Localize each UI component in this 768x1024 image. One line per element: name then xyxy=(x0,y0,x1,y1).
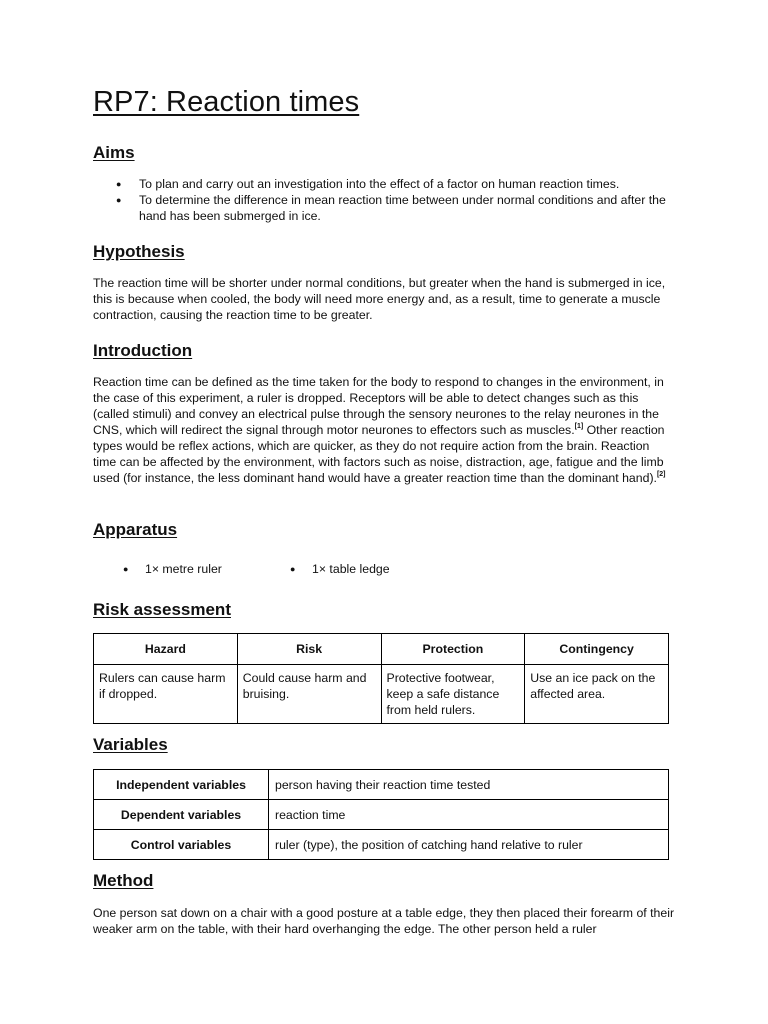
list-item: ● 1× table ledge xyxy=(290,561,457,577)
method-text: One person sat down on a chair with a good posture at a table edge, they then placed their forearm of their weaker arm on the table, with their hard overhanging the edge. The other person held a ruler xyxy=(93,906,675,936)
introduction-heading: Introduction xyxy=(93,341,193,360)
page-title: RP7: Reaction times xyxy=(93,86,360,118)
risk-assessment-heading: Risk assessment xyxy=(93,600,231,619)
table-cell: ruler (type), the position of catching hand relative to ruler xyxy=(269,830,669,860)
intro-text-2: Other reaction types would be reflex actions, which are quicker, as they do not require action from the brain. Reaction time can be affected by the environment, with factors such as noise, distraction, age, fatigue and the limb used (for instance, the less dominant hand would have a greater reaction time than the dominant hand). xyxy=(93,423,665,485)
intro-text-1: Reaction time can be defined as the time taken for the body to respond to changes in the environment, in the case of this experiment, a ruler is dropped. Receptors will be able to detect changes such as this (called stimuli) and convey an electrical pulse through the sensory neurones to the relay neurones in the CNS, which will redirect the signal through motor neurones to effectors such as muscles. xyxy=(93,375,664,437)
table-cell: reaction time xyxy=(269,800,669,830)
introduction-text xyxy=(93,374,675,486)
table-cell: Use an ice pack on the affected area. xyxy=(525,665,669,724)
apparatus-list xyxy=(123,561,457,577)
table-row xyxy=(94,665,669,724)
list-item: ● To determine the difference in mean reaction time between under normal conditions and after the hand has been submerged in ice. xyxy=(116,192,676,224)
hypothesis-text: The reaction time will be shorter under normal conditions, but greater when the hand is submerged in ice, this is because when cooled, the body will need more energy and, as a result, time to generate a muscle contraction, causing the reaction time to be greater. xyxy=(93,276,666,322)
column-header: Hazard xyxy=(94,634,238,665)
list-item: ● To plan and carry out an investigation into the effect of a factor on human reaction times. xyxy=(116,176,676,192)
row-header: Dependent variables xyxy=(94,800,269,830)
risk-table xyxy=(93,633,669,724)
method-heading: Method xyxy=(93,871,154,890)
aims-list xyxy=(116,176,676,224)
column-header: Risk xyxy=(237,634,381,665)
table-cell: Could cause harm and bruising. xyxy=(237,665,381,724)
table-cell: Rulers can cause harm if dropped. xyxy=(94,665,238,724)
aims-heading: Aims xyxy=(93,143,135,162)
table-cell: Protective footwear, keep a safe distance from held rulers. xyxy=(381,665,525,724)
table-cell: person having their reaction time tested xyxy=(269,770,669,800)
variables-heading: Variables xyxy=(93,735,168,754)
list-item: ● 1× metre ruler xyxy=(123,561,290,577)
table-row xyxy=(94,770,669,800)
row-header: Independent variables xyxy=(94,770,269,800)
variables-table xyxy=(93,769,669,860)
hypothesis-heading: Hypothesis xyxy=(93,242,185,261)
footnote-ref-1[interactable]: [1] xyxy=(574,423,584,430)
column-header: Contingency xyxy=(525,634,669,665)
column-header: Protection xyxy=(381,634,525,665)
table-row xyxy=(94,800,669,830)
row-header: Control variables xyxy=(94,830,269,860)
footnote-ref-2[interactable]: [2] xyxy=(656,471,666,478)
table-header-row xyxy=(94,634,669,665)
apparatus-heading: Apparatus xyxy=(93,520,178,539)
table-row xyxy=(94,830,669,860)
